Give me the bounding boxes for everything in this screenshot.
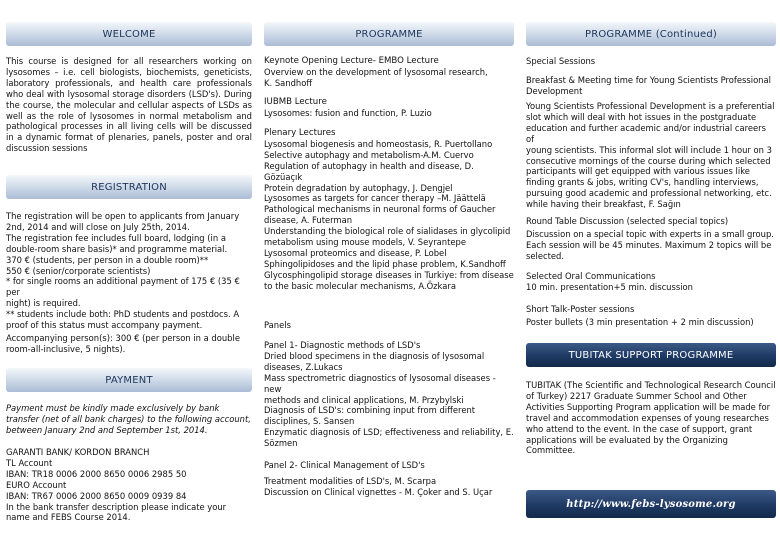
plenary-line: Understanding the biological role of sialidases in glycolipid	[264, 226, 511, 237]
registration-line: 2nd, 2014 and will close on July 25th, 2014.	[6, 221, 190, 232]
panel2-block	[264, 460, 514, 498]
bank-line: GARANTI BANK/ KORDON BRANCH	[6, 447, 150, 457]
panel1-line: Dried blood specimens in the diagnosis of lysosomal	[264, 350, 485, 361]
plenary-line: Sphingolipidoses and the lipid phase problem, K.Sandhoff	[264, 258, 506, 269]
iubmb-block	[264, 97, 514, 119]
tubitak-banner	[526, 343, 776, 367]
tubitak-line: Activities Supporting Program application will be made for	[526, 401, 771, 412]
roundtable-title: Round Table Discussion (selected special topics)	[526, 216, 729, 226]
welcome-text: This course is designed for all researchers working on lysosomes – i.e. cell biologists, biochemists, geneticists, laboratory professionals, and health care professionals who deal with lysosomal storage disorders (LSD's). During the course, the molecular and cellular aspects of LSDs as well as the role of lysosomes in normal metabolism and pathological processes in all living cells will be discussed in a dynamic format of plenaries, panels, poster and oral discussion sessions	[6, 56, 252, 154]
tubitak-title: TUBITAK SUPPORT PROGRAMME	[568, 349, 734, 361]
payment-instructions	[6, 403, 252, 436]
plenary-line: metabolism using mouse models, V. Seyrantepe	[264, 237, 467, 248]
registration-line: 370 € (students, per person in a double room)**	[6, 254, 209, 265]
bank-line: IBAN: TR67 0006 2000 8650 0009 0939 84	[6, 490, 187, 501]
registration-line: double-room share basis)* and programme material.	[6, 243, 228, 254]
panel1-block	[264, 340, 514, 449]
ysp-line: while having their breakfast, F. Sağın	[526, 199, 681, 210]
registration-line: The registration will be open to applicants from January	[6, 211, 240, 221]
plenary-line: to the basic molecular mechanisms, A.Özkara	[264, 280, 456, 291]
plenary-line: Lysosomal proteomics and disease, P. Lobel	[264, 247, 447, 258]
panel1-line: Sözmen	[264, 438, 298, 449]
ysp-block	[526, 101, 776, 210]
tubitak-line: who attend to the event. In the case of support, grant	[526, 423, 753, 434]
accompanying-line: Accompanying person(s): 300 € (per person in a double	[6, 333, 240, 343]
welcome-banner	[6, 22, 252, 46]
payment-line: transfer (net of all bank charges) to the following account,	[6, 413, 251, 424]
plenary-line: Selective autophagy and metabolism-A.M. Cuervo	[264, 149, 474, 160]
oral-block	[526, 271, 776, 293]
payment-title: PAYMENT	[105, 374, 153, 386]
breakfast-line: Development	[526, 85, 583, 96]
short-talk-block	[526, 304, 776, 328]
programme-continued-banner	[526, 22, 776, 46]
plenary-line: disease, A. Futerman	[264, 215, 353, 226]
roundtable-line: selected.	[526, 250, 565, 261]
registration-line: night) is required.	[6, 298, 81, 309]
panel2-line: Discussion on Clinical vignettes - M. Çoker and S. Uçar	[264, 486, 493, 497]
plenary-title: Plenary Lectures	[264, 128, 336, 138]
programme-title: PROGRAMME	[355, 28, 423, 40]
registration-line: 550 € (senior/corporate scientists)	[6, 265, 151, 276]
plenary-block	[264, 128, 514, 292]
panel1-line: Enzymatic diagnosis of LSD; effectiveness and reliability, E.	[264, 427, 514, 438]
ysp-line: participants will get equipped with various issues like	[526, 166, 750, 177]
ysp-line: consecutive mornings of the course during which selected	[526, 155, 771, 166]
tubitak-line: Committee.	[526, 445, 576, 456]
panel2-line: Panel 2- Clinical Management of LSD's	[264, 460, 425, 470]
welcome-title: WELCOME	[102, 28, 156, 40]
bank-details	[6, 447, 252, 523]
tubitak-line: applications will be evaluated by the Organizing	[526, 434, 728, 445]
registration-line: ** students include both: PhD students and postdocs. A	[6, 309, 240, 320]
plenary-line: Pathological mechanisms in neuronal forms of Gaucher	[264, 204, 496, 215]
accompanying-text	[6, 333, 252, 355]
bank-line: IBAN: TR18 0006 2000 8650 0006 2985 50	[6, 468, 187, 479]
programme-continued-title: PROGRAMME (Continued)	[584, 28, 718, 40]
keynote-line: K. Sandhoff	[264, 77, 313, 88]
ysp-line: pursuing good academic and professional networking, etc.	[526, 188, 772, 199]
iubmb-line: Lysosomes: fusion and function, P. Luzio	[264, 107, 432, 118]
bank-line: name and FEBS Course 2014.	[6, 512, 131, 523]
panel2-line: Treatment modalities of LSD's, M. Scarpa	[264, 475, 437, 486]
plenary-line: Lysosomes as targets for cancer therapy –M. Jäättelä	[264, 193, 486, 204]
ysp-line: young scientists. This informal slot will include 1 hour on 3	[526, 144, 772, 155]
plenary-line: Protein degradation by autophagy, J. Dengjel	[264, 182, 453, 193]
short-talk-line: Poster bullets (3 min presentation + 2 min discussion)	[526, 316, 754, 327]
payment-line: Payment must be kindly made exclusively by bank	[6, 403, 220, 413]
oral-title: Selected Oral Communications	[526, 271, 656, 281]
keynote-line: Overview on the development of lysosomal research,	[264, 66, 488, 77]
panel1-line: Panel 1- Diagnostic methods of LSD's	[264, 340, 421, 350]
bank-line: EURO Account	[6, 479, 67, 490]
payment-banner	[6, 368, 252, 392]
panel1-line: Diagnosis of LSD's: combining input from different	[264, 405, 476, 416]
ysp-line: Young Scientists Professional Development is a preferential	[526, 101, 775, 111]
short-talk-title: Short Talk-Poster sessions	[526, 304, 635, 314]
payment-line: between January 2nd and September 1st, 2014.	[6, 424, 208, 435]
roundtable-line: Each session will be 45 minutes. Maximum 2 topics will be	[526, 239, 772, 250]
registration-banner	[6, 175, 252, 199]
iubmb-title: IUBMB Lecture	[264, 97, 327, 107]
panel1-line: Mass spectrometric diagnostics of lysosomal diseases - new	[264, 372, 496, 394]
keynote-block	[264, 56, 514, 89]
panel1-line: diseases, Z.Lukacs	[264, 361, 343, 372]
plenary-line: Regulation of autophagy in health and disease, D. Gözüaçık	[264, 160, 474, 182]
ysp-line: slot which will deal with hot issues in the postgraduate	[526, 111, 757, 122]
tubitak-line: travel and accommodation expenses of young researches	[526, 412, 769, 423]
accompanying-line: room-all-inclusive, 5 nights).	[6, 343, 126, 354]
registration-title: REGISTRATION	[91, 181, 167, 193]
panels-title: Panels	[264, 320, 291, 330]
registration-line: proof of this status must accompany payment.	[6, 320, 203, 331]
keynote-title: Keynote Opening Lecture- EMBO Lecture	[264, 56, 439, 66]
roundtable-line: Discussion on a special topic with experts in a small group.	[526, 228, 774, 239]
breakfast-block	[526, 75, 776, 97]
bank-line: In the bank transfer description please indicate your	[6, 501, 227, 512]
tubitak-line: of Turkey) 2217 Graduate Summer School and Other	[526, 390, 747, 401]
programme-banner	[264, 22, 514, 46]
plenary-line: Lysosomal biogenesis and homeostasis, R. Puertollano	[264, 138, 493, 149]
tubitak-block	[526, 380, 776, 456]
breakfast-line: Breakfast & Meeting time for Young Scientists Professional	[526, 75, 771, 85]
tubitak-line: TUBITAK (The Scientific and Technological Research Council	[526, 380, 776, 390]
panel1-line: disciplines, S. Sansen	[264, 416, 355, 427]
special-sessions-title: Special Sessions	[526, 56, 596, 66]
website-banner	[526, 490, 776, 518]
registration-line: * for single rooms an additional payment of 175 € (35 € per	[6, 276, 240, 298]
bank-line: TL Account	[6, 457, 53, 468]
oral-line: 10 min. presentation+5 min. discussion	[526, 281, 693, 292]
panel1-line: methods and clinical applications, M. Przybylski	[264, 394, 464, 405]
website-link[interactable]: http://www.febs-lysosome.org	[566, 498, 736, 510]
registration-text	[6, 211, 252, 331]
ysp-line: finding grants & jobs, writing CV's, handling interviews,	[526, 177, 759, 188]
roundtable-block	[526, 216, 776, 262]
plenary-line: Glycosphingolipid storage diseases in Turkiye: from disease	[264, 269, 514, 280]
registration-line: The registration fee includes full board, lodging (in a	[6, 232, 226, 243]
ysp-line: education and further academic and/or industrial careers of	[526, 122, 766, 144]
